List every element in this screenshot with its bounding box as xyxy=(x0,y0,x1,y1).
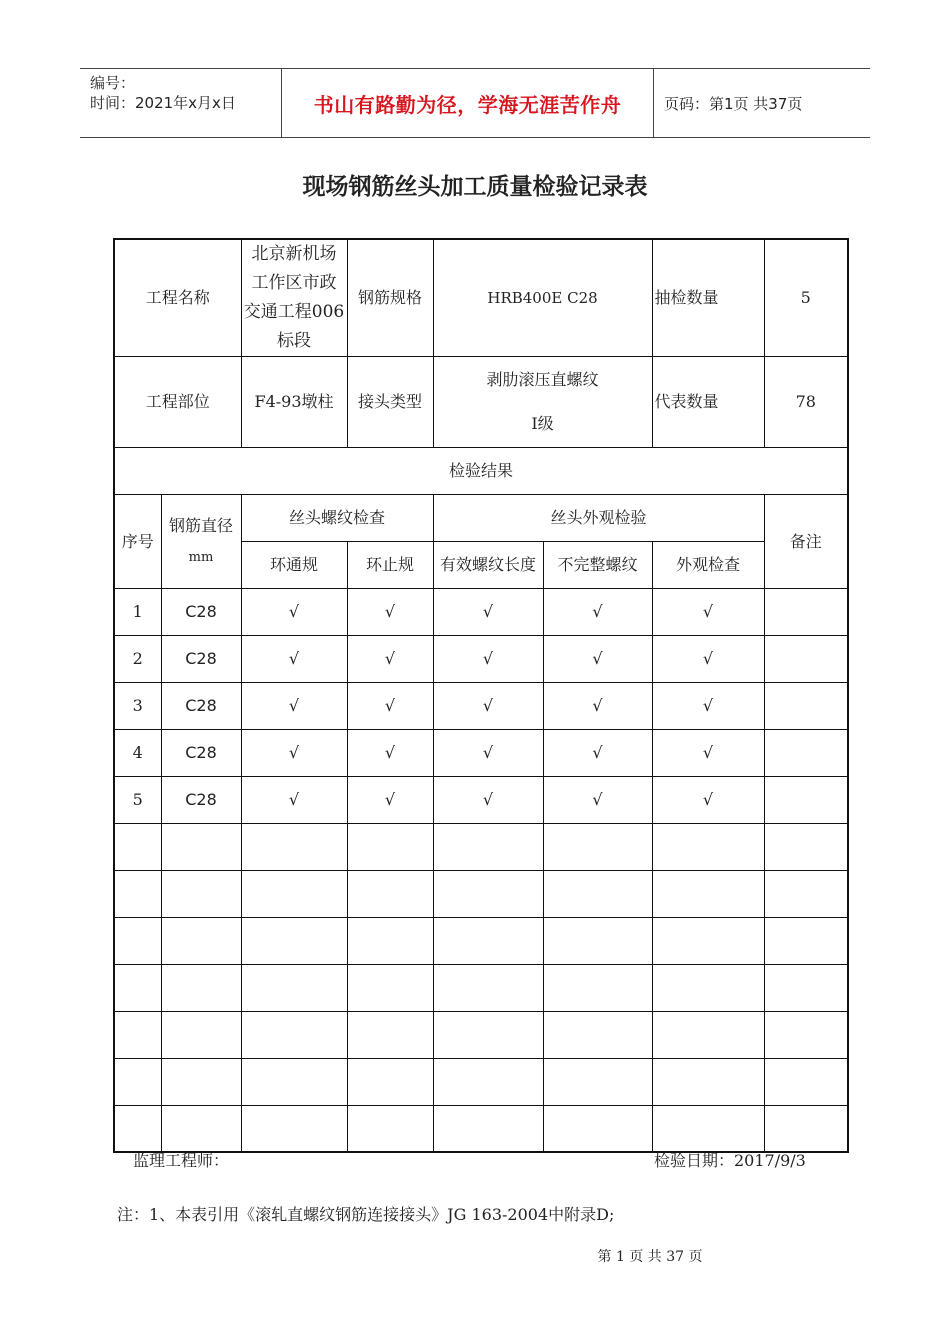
row-seq: 1 xyxy=(114,589,161,636)
row-visual-check xyxy=(652,1012,764,1059)
row-remarks xyxy=(764,777,848,824)
number-label: 编号： xyxy=(90,74,136,92)
row-seq xyxy=(114,965,161,1012)
row-visual-check xyxy=(652,965,764,1012)
row-seq xyxy=(114,1106,161,1152)
col-diameter-label: 钢筋直径 xyxy=(169,515,234,535)
table-row xyxy=(114,1059,848,1106)
sample-qty-label: 抽检数量 xyxy=(652,239,764,357)
rep-qty: 78 xyxy=(764,357,848,448)
row-visual-check xyxy=(652,871,764,918)
column-header-row-1 xyxy=(114,495,848,542)
row-diameter xyxy=(161,918,241,965)
row-seq: 5 xyxy=(114,777,161,824)
row-seq xyxy=(114,1012,161,1059)
row-nogo-gauge-check: √ xyxy=(347,589,433,636)
results-title: 检验结果 xyxy=(114,448,848,495)
row-effective-length-check xyxy=(433,965,543,1012)
table-row xyxy=(114,1012,848,1059)
row-visual-check: √ xyxy=(652,636,764,683)
row-effective-length-check xyxy=(433,1106,543,1152)
row-visual-check: √ xyxy=(652,730,764,777)
row-effective-length-check xyxy=(433,824,543,871)
row-nogo-gauge-check xyxy=(347,824,433,871)
col-seq: 序号 xyxy=(114,495,161,589)
row-incomplete-thread-check xyxy=(543,1012,652,1059)
row-visual-check: √ xyxy=(652,589,764,636)
row-incomplete-thread-check: √ xyxy=(543,683,652,730)
row-remarks xyxy=(764,918,848,965)
row-remarks xyxy=(764,965,848,1012)
row-seq: 3 xyxy=(114,683,161,730)
table-row xyxy=(114,730,848,777)
col-diameter xyxy=(161,495,241,589)
row-diameter xyxy=(161,871,241,918)
col-diameter-unit: mm xyxy=(188,549,214,565)
part-label: 工程部位 xyxy=(114,357,241,448)
row-diameter: C28 xyxy=(161,589,241,636)
col-go-gauge: 环通规 xyxy=(241,542,347,589)
row-incomplete-thread-check: √ xyxy=(543,777,652,824)
document-header xyxy=(80,68,870,138)
row-effective-length-check: √ xyxy=(433,730,543,777)
table-row xyxy=(114,589,848,636)
row-incomplete-thread-check xyxy=(543,965,652,1012)
row-effective-length-check xyxy=(433,871,543,918)
footnote: 注：1、本表引用《滚轧直螺纹钢筋连接接头》JG 163-2004中附录D; xyxy=(117,1205,615,1224)
row-diameter: C28 xyxy=(161,683,241,730)
row-nogo-gauge-check: √ xyxy=(347,683,433,730)
time-label: 时间：2021年x月x日 xyxy=(90,94,236,112)
table-row xyxy=(114,1106,848,1152)
row-go-gauge-check xyxy=(241,1059,347,1106)
info-row-1 xyxy=(114,239,848,357)
joint-type-label: 接头类型 xyxy=(347,357,433,448)
row-nogo-gauge-check xyxy=(347,1106,433,1152)
page-title: 现场钢筋丝头加工质量检验记录表 xyxy=(302,174,648,200)
row-incomplete-thread-check xyxy=(543,918,652,965)
inspection-record-table xyxy=(113,238,849,1153)
row-incomplete-thread-check xyxy=(543,824,652,871)
row-nogo-gauge-check xyxy=(347,1012,433,1059)
row-effective-length-check: √ xyxy=(433,777,543,824)
row-visual-check: √ xyxy=(652,777,764,824)
row-go-gauge-check xyxy=(241,965,347,1012)
row-diameter xyxy=(161,1106,241,1152)
row-diameter: C28 xyxy=(161,777,241,824)
row-go-gauge-check: √ xyxy=(241,683,347,730)
row-go-gauge-check xyxy=(241,1012,347,1059)
row-incomplete-thread-check: √ xyxy=(543,589,652,636)
row-seq: 4 xyxy=(114,730,161,777)
col-nogo-gauge: 环止规 xyxy=(347,542,433,589)
row-incomplete-thread-check xyxy=(543,1059,652,1106)
row-go-gauge-check: √ xyxy=(241,636,347,683)
row-remarks xyxy=(764,824,848,871)
joint-type-line-1: 剥肋滚压直螺纹 xyxy=(486,370,599,389)
col-incomplete-thread: 不完整螺纹 xyxy=(543,542,652,589)
row-go-gauge-check: √ xyxy=(241,730,347,777)
row-remarks xyxy=(764,871,848,918)
row-go-gauge-check xyxy=(241,871,347,918)
row-incomplete-thread-check xyxy=(543,871,652,918)
row-seq: 2 xyxy=(114,636,161,683)
table-row xyxy=(114,636,848,683)
row-nogo-gauge-check xyxy=(347,1059,433,1106)
joint-type-line-2: I级 xyxy=(531,414,554,433)
col-appearance-check: 丝头外观检验 xyxy=(433,495,764,542)
table-row xyxy=(114,683,848,730)
row-visual-check xyxy=(652,1059,764,1106)
part: F4-93墩柱 xyxy=(241,357,347,448)
row-go-gauge-check: √ xyxy=(241,589,347,636)
row-incomplete-thread-check: √ xyxy=(543,730,652,777)
row-go-gauge-check: √ xyxy=(241,777,347,824)
rep-qty-label: 代表数量 xyxy=(652,357,764,448)
page-label: 页码：第1页 共37页 xyxy=(664,94,803,113)
row-effective-length-check: √ xyxy=(433,683,543,730)
row-remarks xyxy=(764,589,848,636)
table-row xyxy=(114,918,848,965)
row-seq xyxy=(114,824,161,871)
col-visual: 外观检查 xyxy=(652,542,764,589)
row-seq xyxy=(114,918,161,965)
row-seq xyxy=(114,871,161,918)
sample-qty: 5 xyxy=(764,239,848,357)
rebar-spec: HRB400E C28 xyxy=(433,239,652,357)
row-visual-check: √ xyxy=(652,683,764,730)
row-go-gauge-check xyxy=(241,918,347,965)
row-diameter xyxy=(161,965,241,1012)
row-remarks xyxy=(764,683,848,730)
row-go-gauge-check xyxy=(241,1106,347,1152)
inspection-date: 检验日期：2017/9/3 xyxy=(654,1151,806,1170)
row-diameter: C28 xyxy=(161,730,241,777)
table-row xyxy=(114,824,848,871)
col-effective-length: 有效螺纹长度 xyxy=(433,542,543,589)
row-incomplete-thread-check xyxy=(543,1106,652,1152)
rebar-spec-label: 钢筋规格 xyxy=(347,239,433,357)
motto: 书山有路勤为径，学海无涯苦作舟 xyxy=(281,69,654,137)
col-thread-check: 丝头螺纹检查 xyxy=(241,495,433,542)
results-title-row xyxy=(114,448,848,495)
table-row xyxy=(114,777,848,824)
row-nogo-gauge-check: √ xyxy=(347,636,433,683)
col-remarks: 备注 xyxy=(764,495,848,589)
page-number: 第 1 页 共 37 页 xyxy=(597,1249,703,1265)
project-name-label: 工程名称 xyxy=(114,239,241,357)
row-nogo-gauge-check xyxy=(347,871,433,918)
row-seq xyxy=(114,1059,161,1106)
row-remarks xyxy=(764,636,848,683)
row-incomplete-thread-check: √ xyxy=(543,636,652,683)
row-nogo-gauge-check: √ xyxy=(347,730,433,777)
row-effective-length-check xyxy=(433,1012,543,1059)
row-remarks xyxy=(764,1106,848,1152)
project-name: 北京新机场工作区市政交通工程006标段 xyxy=(241,239,347,357)
row-effective-length-check xyxy=(433,1059,543,1106)
row-effective-length-check xyxy=(433,918,543,965)
info-row-2 xyxy=(114,357,848,448)
row-remarks xyxy=(764,730,848,777)
row-remarks xyxy=(764,1059,848,1106)
table-row xyxy=(114,871,848,918)
row-go-gauge-check xyxy=(241,824,347,871)
row-diameter: C28 xyxy=(161,636,241,683)
row-nogo-gauge-check: √ xyxy=(347,777,433,824)
row-effective-length-check: √ xyxy=(433,636,543,683)
row-visual-check xyxy=(652,1106,764,1152)
row-diameter xyxy=(161,824,241,871)
row-diameter xyxy=(161,1012,241,1059)
header-meta xyxy=(80,69,281,137)
row-remarks xyxy=(764,1012,848,1059)
row-visual-check xyxy=(652,918,764,965)
row-nogo-gauge-check xyxy=(347,918,433,965)
table-row xyxy=(114,965,848,1012)
row-effective-length-check: √ xyxy=(433,589,543,636)
row-nogo-gauge-check xyxy=(347,965,433,1012)
row-diameter xyxy=(161,1059,241,1106)
supervisor-label: 监理工程师： xyxy=(133,1151,230,1170)
joint-type xyxy=(433,357,652,448)
row-visual-check xyxy=(652,824,764,871)
